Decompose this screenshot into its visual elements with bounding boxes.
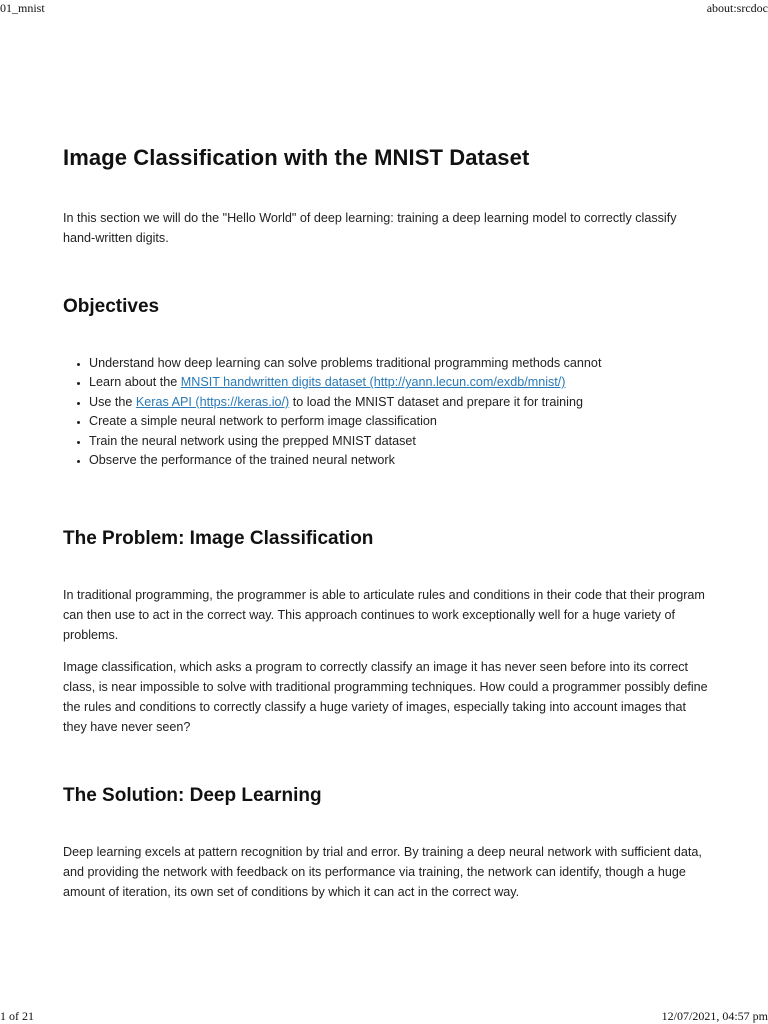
objective-text-pre: Use the	[89, 394, 136, 409]
solution-paragraph-1: Deep learning excels at pattern recognition by trial and error. By training a deep neural network with sufficient data, and providing the network with feedback on its performance via training, the network can identify, though a huge amount of iteration, its own set of conditions by which it can act in the correct way.	[63, 845, 702, 899]
print-datetime: 12/07/2021, 04:57 pm	[661, 1009, 768, 1023]
objective-text: Understand how deep learning can solve problems traditional programming methods cannot	[89, 356, 602, 370]
intro-paragraph: In this section we will do the "Hello World" of deep learning: training a deep learning model to correctly classify hand-written digits.	[63, 211, 677, 245]
objective-text-pre: Learn about the	[89, 375, 181, 390]
objective-text: Observe the performance of the trained neural network	[89, 453, 395, 468]
objectives-list	[63, 354, 729, 470]
objectives-heading: Objectives	[63, 296, 160, 317]
solution-heading: The Solution: Deep Learning	[63, 785, 322, 806]
print-header	[0, 1, 768, 16]
print-page-url: about:srcdoc	[706, 1, 768, 15]
list-item	[89, 354, 729, 373]
print-page-number: 1 of 21	[0, 1009, 34, 1023]
keras-api-link[interactable]: Keras API (https://keras.io/)	[135, 394, 290, 409]
list-item	[89, 393, 729, 412]
objective-text: Train the neural network using the prepped MNIST dataset	[89, 433, 416, 448]
print-page-title: 01_mnist	[0, 1, 45, 15]
problem-heading: The Problem: Image Classification	[63, 528, 374, 549]
problem-paragraph-1: In traditional programming, the programmer is able to articulate rules and conditions in their code that their program can then use to act in the correct way. This approach continues to work exceptionally well for a huge variety of problems.	[63, 588, 705, 642]
list-item	[89, 412, 729, 431]
problem-paragraph-2: Image classification, which asks a program to correctly classify an image it has never seen before into its correct class, is near impossible to solve with traditional programming techniques. How could a programmer possibly define the rules and conditions to correctly classify a huge variety of images, especially taking into account images that they have never seen?	[63, 660, 708, 734]
page-title: Image Classification with the MNIST Dataset	[63, 145, 530, 170]
mnist-dataset-link[interactable]: MNSIT handwritten digits dataset (http://yann.lecun.com/exdb/mnist/)	[180, 375, 566, 390]
list-item	[89, 373, 729, 392]
list-item	[89, 432, 729, 451]
objective-text-post: to load the MNIST dataset and prepare it for training	[289, 394, 583, 409]
print-footer	[0, 1009, 768, 1024]
objective-text: Create a simple neural network to perform image classification	[89, 414, 437, 429]
list-item	[89, 451, 729, 470]
